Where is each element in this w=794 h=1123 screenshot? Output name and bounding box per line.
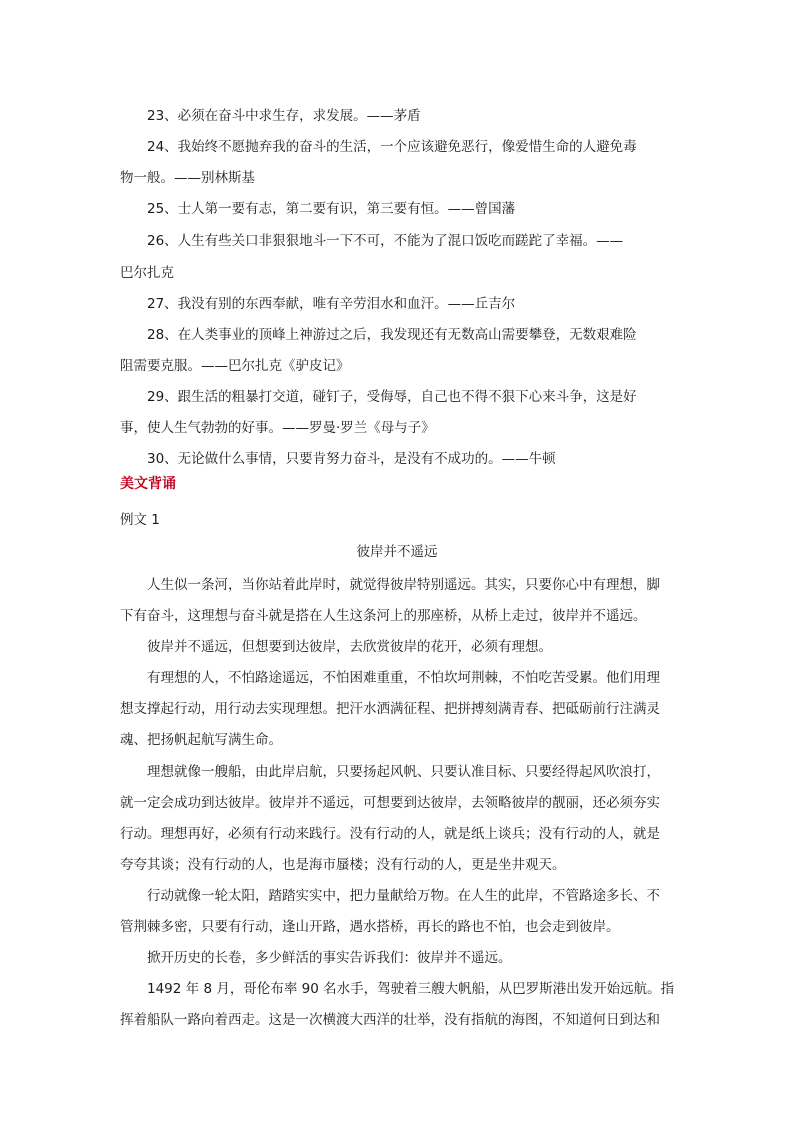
quote-29-line-2: 事，使人生气勃勃的好事。——罗曼·罗兰《母与子》 (120, 420, 435, 436)
quote-25: 25、士人第一要有志，第二要有识，第三要有恒。——曾国藩 (147, 201, 516, 217)
paragraph-4-line-3: 行动。理想再好，必须有行动来践行。没有行动的人，就是纸上谈兵；没有行动的人，就是 (120, 826, 660, 842)
paragraph-1-line-2: 下有奋斗，这理想与奋斗就是搭在人生这条河上的那座桥，从桥上走过，彼岸并不遥远。 (120, 608, 647, 624)
quote-24-line-1: 24、我始终不愿抛弃我的奋斗的生活，一个应该避免恶行，像爱惜生命的人避免毒 (147, 139, 637, 155)
quote-28-line-2: 阻需要克服。——巴尔扎克《驴皮记》 (120, 358, 350, 374)
paragraph-4-line-1: 理想就像一艘船，由此岸启航，只要扬起风帆、只要认准目标、只要经得起风吹浪打， (147, 764, 660, 780)
quote-26-line-2: 巴尔扎克 (120, 265, 174, 281)
quote-23: 23、必须在奋斗中求生存，求发展。——茅盾 (147, 108, 421, 124)
quote-29-line-1: 29、跟生活的粗暴打交道，碰钉子，受侮辱，自己也不得不狠下心来斗争，这是好 (147, 389, 637, 405)
paragraph-7-line-2: 挥着船队一路向着西走。这是一次横渡大西洋的壮举，没有指航的海图，不知道何日到达和 (120, 1012, 660, 1028)
paragraph-4-line-2: 就一定会成功到达彼岸。彼岸并不遥远，可想要到达彼岸，去领略彼岸的靓丽，还必须夯实 (120, 795, 660, 811)
paragraph-1-line-1: 人生似一条河，当你站着此岸时，就觉得彼岸特别遥远。其实，只要你心中有理想，脚 (147, 577, 660, 593)
paragraph-4-line-4: 夸夸其谈；没有行动的人，也是海市蜃楼；没有行动的人，更是坐井观天。 (120, 857, 566, 873)
paragraph-3-line-3: 魂、把扬帆起航写满生命。 (120, 732, 282, 748)
quote-30: 30、无论做什么事情，只要肯努力奋斗，是没有不成功的。——牛顿 (147, 451, 556, 467)
paragraph-3-line-1: 有理想的人，不怕路途遥远，不怕困难重重，不怕坎坷荆棘，不怕吃苦受累。他们用理 (147, 670, 660, 686)
paragraph-7-line-1: 1492 年 8 月，哥伦布率 90 名水手，驾驶着三艘大帆船，从巴罗斯港出发开始远航。指 (147, 981, 675, 997)
quote-27: 27、我没有别的东西奉献，唯有辛劳泪水和血汗。——丘吉尔 (147, 296, 516, 312)
paragraph-5-line-2: 管荆棘多密，只要有行动，逢山开路，遇水搭桥，再长的路也不怕，也会走到彼岸。 (120, 919, 620, 935)
section-heading: 美文背诵 (120, 476, 176, 492)
quote-24-line-2: 物一般。——别林斯基 (120, 170, 255, 186)
paragraph-6: 掀开历史的长卷，多少鲜活的事实告诉我们：彼岸并不遥远。 (147, 950, 512, 966)
paragraph-5-line-1: 行动就像一轮太阳，踏踏实实中，把力量献给万物。在人生的此岸，不管路途多长、不 (147, 888, 660, 904)
essay-title: 彼岸并不遥远 (356, 544, 438, 560)
paragraph-2: 彼岸并不遥远，但想要到达彼岸，去欣赏彼岸的花开，必须有理想。 (147, 639, 552, 655)
quote-26-line-1: 26、人生有些关口非狠狠地斗一下不可，不能为了混口饭吃而蹉跎了幸福。—— (147, 233, 624, 249)
paragraph-3-line-2: 想支撑起行动，用行动去实现理想。把汗水洒满征程、把拼搏刻满青春、把砥砺前行注满灵 (120, 701, 660, 717)
example-label: 例文 1 (120, 512, 160, 528)
quote-28-line-1: 28、在人类事业的顶峰上神游过之后，我发现还有无数高山需要攀登，无数艰难险 (147, 327, 637, 343)
